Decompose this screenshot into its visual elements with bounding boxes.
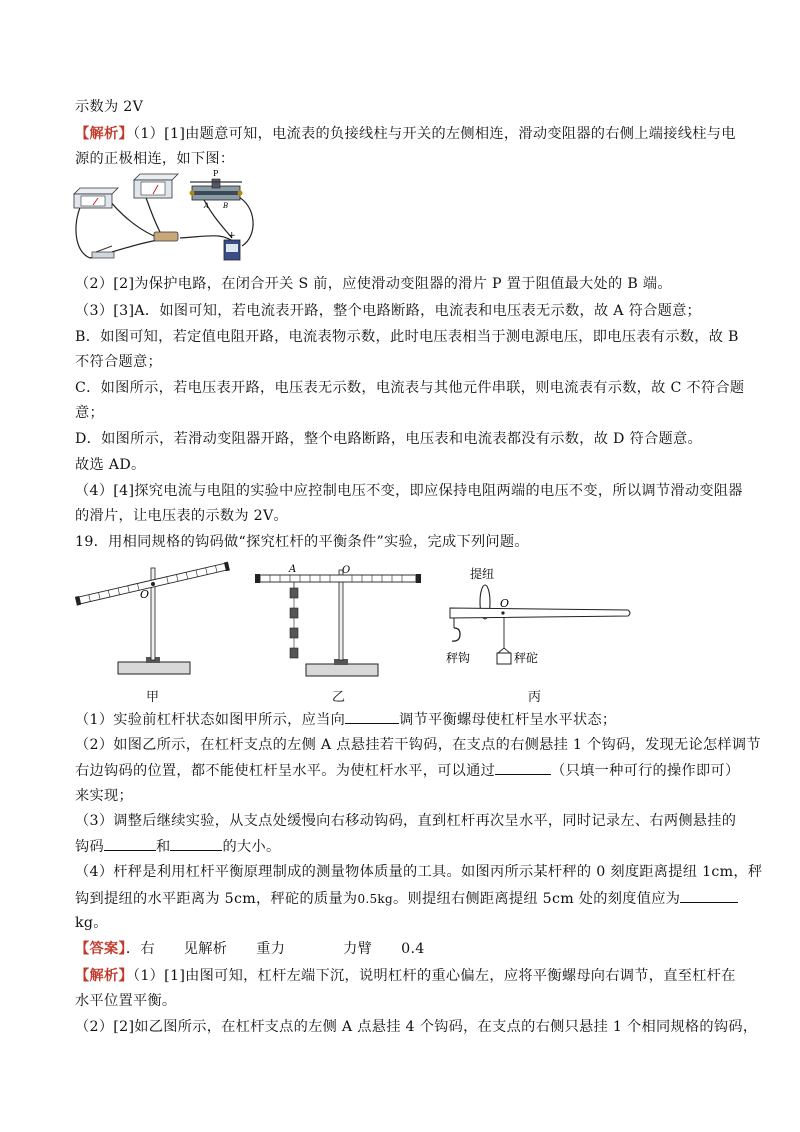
label-chenggou: 秤钩 bbox=[446, 651, 471, 665]
text-line: （4）[4]探究电流与电阻的实验中应控制电压不变，即应保持电阻两端的电压不变，所以调节滑动变阻器 bbox=[75, 483, 743, 499]
caption-bing: 丙 bbox=[528, 690, 542, 705]
text-span: （1）[1]由题意可知，电流表的负接线柱与开关的左侧相连，滑动变阻器的右侧上端接线柱与电 bbox=[132, 126, 736, 142]
text-line: 的滑片，让电压表的示数为 2V。 bbox=[75, 508, 289, 524]
figure-bing bbox=[440, 562, 635, 674]
caption-yi: 乙 bbox=[332, 690, 346, 705]
label-chengtuo: 秤砣 bbox=[514, 651, 539, 665]
label-o: O bbox=[342, 565, 351, 576]
caption-jia: 甲 bbox=[146, 690, 160, 705]
text-line bbox=[75, 887, 725, 910]
text-line: （3）调整后继续实验，从支点处缓慢向右移动钩码，直到杠杆再次呈水平，同时记录左、右两侧悬挂的 bbox=[75, 813, 737, 829]
label-a: A bbox=[204, 202, 210, 210]
text-line: 故选 AD。 bbox=[75, 457, 146, 473]
text-line: 意； bbox=[75, 405, 104, 421]
text-line bbox=[75, 123, 736, 145]
label-a: A bbox=[289, 564, 297, 575]
meter-icon bbox=[134, 174, 178, 198]
label-tiniu: 提纽 bbox=[470, 567, 495, 581]
answer-blank[interactable] bbox=[680, 887, 738, 903]
hook-weights bbox=[290, 588, 298, 658]
label-b: B bbox=[223, 202, 229, 210]
text-span: （只填一种可行的操作即可） bbox=[551, 763, 740, 779]
text-span: 的大小。 bbox=[222, 839, 281, 855]
figure-yi bbox=[252, 560, 424, 690]
resistor-icon bbox=[154, 232, 178, 241]
text-line: B．如图可知，若定值电阻开路，电流表物示数，此时电压表相当于测电源电压，即电压表有示数，故 B bbox=[75, 329, 739, 345]
text-line: D．如图所示，若滑动变阻器开路，整个电路断路，电压表和电流表都没有示数，故 D 符合题意。 bbox=[75, 431, 702, 447]
text-line bbox=[75, 759, 740, 782]
label-plus: + bbox=[228, 231, 236, 241]
label-o: O bbox=[140, 588, 150, 601]
text-span: 和 bbox=[155, 839, 171, 855]
text-line: C．如图所示，若电压表开路，电压表无示数，电流表与其他元件串联，则电流表有示数，故 C 不符合题 bbox=[75, 380, 745, 396]
text-span: 钩码 bbox=[75, 839, 104, 855]
text-line: 不符合题意； bbox=[75, 354, 162, 370]
text-line bbox=[75, 938, 725, 960]
text-span: （1）实验前杠杆状态如图甲所示，应当向 bbox=[75, 712, 346, 728]
text-line: （4）杆秤是利用杠杆平衡原理制成的测量物体质量的工具。如图丙所示某杆秤的 0 刻度距离提纽 1cm，秤 bbox=[75, 864, 763, 880]
meter-icon bbox=[74, 188, 118, 208]
text-line bbox=[75, 835, 725, 858]
text-line bbox=[75, 965, 736, 987]
rheostat-icon bbox=[190, 169, 243, 210]
analysis-tag: 【解析】 bbox=[75, 126, 133, 142]
figure-jia bbox=[72, 556, 232, 690]
text-line: 来实现； bbox=[75, 788, 133, 804]
text-line: 源的正极相连，如下图： bbox=[75, 151, 235, 167]
label-o: O bbox=[500, 597, 510, 610]
text-line: 水平位置平衡。 bbox=[75, 993, 177, 1009]
text-line: （2）[2]如乙图所示，在杠杆支点的左侧 A 点悬挂 4 个钩码，在支点的右侧只悬挂 1 个相同规格的钩码， bbox=[75, 1019, 758, 1035]
text-span: 。则提纽右侧距离提纽 5cm 处的刻度值应为 bbox=[392, 891, 681, 907]
answer-blank[interactable] bbox=[170, 835, 222, 851]
circuit-figure bbox=[72, 166, 272, 264]
answer-blank[interactable] bbox=[495, 759, 551, 775]
mass-value: 0.5kg bbox=[357, 892, 393, 906]
switch-icon bbox=[92, 246, 114, 258]
answer-text: ．右 见解析 重力 力臂 0.4 bbox=[125, 941, 425, 957]
text-line bbox=[75, 708, 725, 731]
question-title: 19．用相同规格的钩码做“探究杠杆的平衡条件”实验，完成下列问题。 bbox=[75, 534, 529, 550]
text-span: 右边钩码的位置，都不能使杠杆呈水平。为使杠杆水平，可以通过 bbox=[75, 763, 496, 779]
text-line: （3）[3]A．如图可知，若电流表开路，整个电路断路，电流表和电压表无示数，故 A 符合题意； bbox=[75, 303, 702, 319]
answer-tag: 【答案】 bbox=[75, 941, 126, 957]
answer-blank[interactable] bbox=[345, 708, 399, 724]
text-line: （2）如图乙所示，在杠杆支点的左侧 A 点悬挂若干钩码，在支点的右侧悬挂 1 个钩码，发现无论怎样调节 bbox=[75, 737, 761, 753]
text-line: kg。 bbox=[75, 915, 108, 931]
text-line: 示数为 2V bbox=[75, 99, 144, 115]
label-p: P bbox=[213, 169, 219, 178]
answer-blank[interactable] bbox=[104, 835, 156, 851]
text-span: （1）[1]由图可知，杠杆左端下沉，说明杠杆的重心偏左，应将平衡螺母向右调节，直至杠杆在 bbox=[132, 968, 736, 984]
analysis-tag: 【解析】 bbox=[75, 968, 133, 984]
text-span: 钩到提纽的水平距离为 5cm，秤砣的质量为 bbox=[75, 891, 358, 907]
text-line: （2）[2]为保护电路，在闭合开关 S 前，应使滑动变阻器的滑片 P 置于阻值最大处的 B 端。 bbox=[75, 276, 672, 292]
text-span: 调节平衡螺母使杠杆呈水平状态； bbox=[399, 712, 617, 728]
battery-icon bbox=[224, 231, 240, 260]
